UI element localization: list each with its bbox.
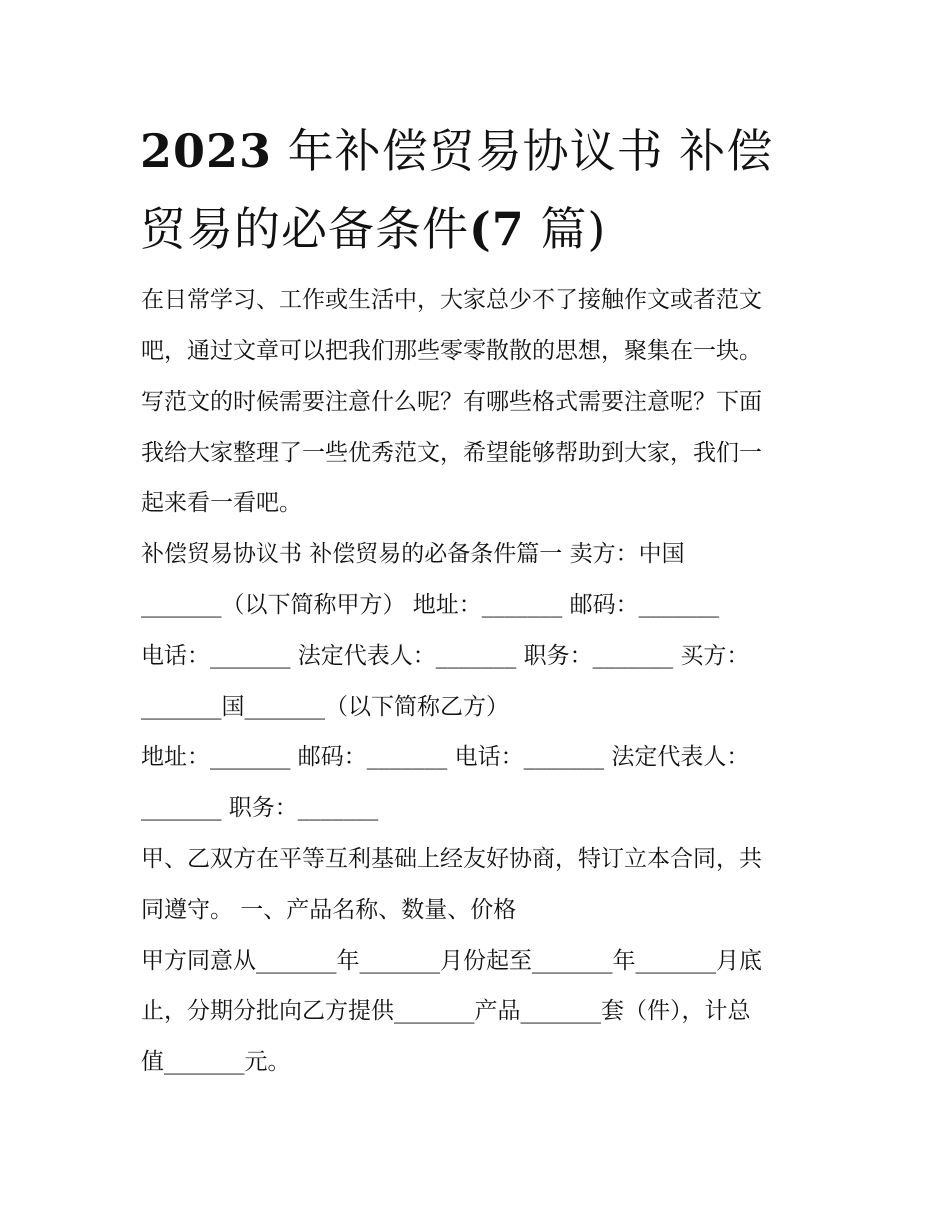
form-line: _______国_______（以下简称乙方） (141, 694, 509, 720)
form-line: 电话：_______ 法定代表人：_______ 职务：_______ 买方： (141, 643, 750, 669)
title-count: (7 (469, 202, 525, 256)
section-heading-line: 补偿贸易协议书 补偿贸易的必备条件篇一 卖方：中国 (141, 541, 685, 567)
form-line: 地址：_______ 邮码：_______ 电话：_______ 法定代表人： (141, 744, 750, 770)
body-line: 同遵守。 一、产品名称、数量、价格 (141, 897, 517, 923)
body-line: 甲方同意从_______年_______月份起至_______年_______月底 (141, 948, 762, 974)
title-line-2-text: 贸易的必备条件 (140, 202, 469, 256)
body-line: 起来看一看吧。 (141, 490, 302, 516)
body-line: 止，分期分批向乙方提供_______产品_______套（件），计总 (141, 998, 751, 1024)
body-line: 写范文的时候需要注意什么呢？有哪些格式需要注意呢？下面 (141, 389, 762, 415)
form-line: _______（以下简称甲方） 地址：_______ 邮码：_______ (141, 592, 720, 618)
form-line: _______ 职务：_______ (141, 795, 379, 821)
body-line: 在日常学习、工作或生活中，大家总少不了接触作文或者范文 (141, 287, 762, 313)
body-line: 我给大家整理了一些优秀范文，希望能够帮助到大家，我们一 (141, 440, 762, 466)
document-title (140, 112, 820, 268)
title-line-1 (140, 124, 773, 178)
title-line-2 (140, 202, 606, 256)
body-line: 甲、乙双方在平等互利基础上经友好协商，特订立本合同，共 (141, 846, 762, 872)
title-line-1-text: 年补偿贸易协议书 补偿 (272, 124, 774, 178)
body-line: 值_______元。 (141, 1049, 291, 1075)
title-year: 2023 (140, 124, 273, 178)
title-line-2-tail: 篇) (524, 202, 607, 256)
body-line: 吧，通过文章可以把我们那些零零散散的思想，聚集在一块。 (141, 338, 762, 364)
